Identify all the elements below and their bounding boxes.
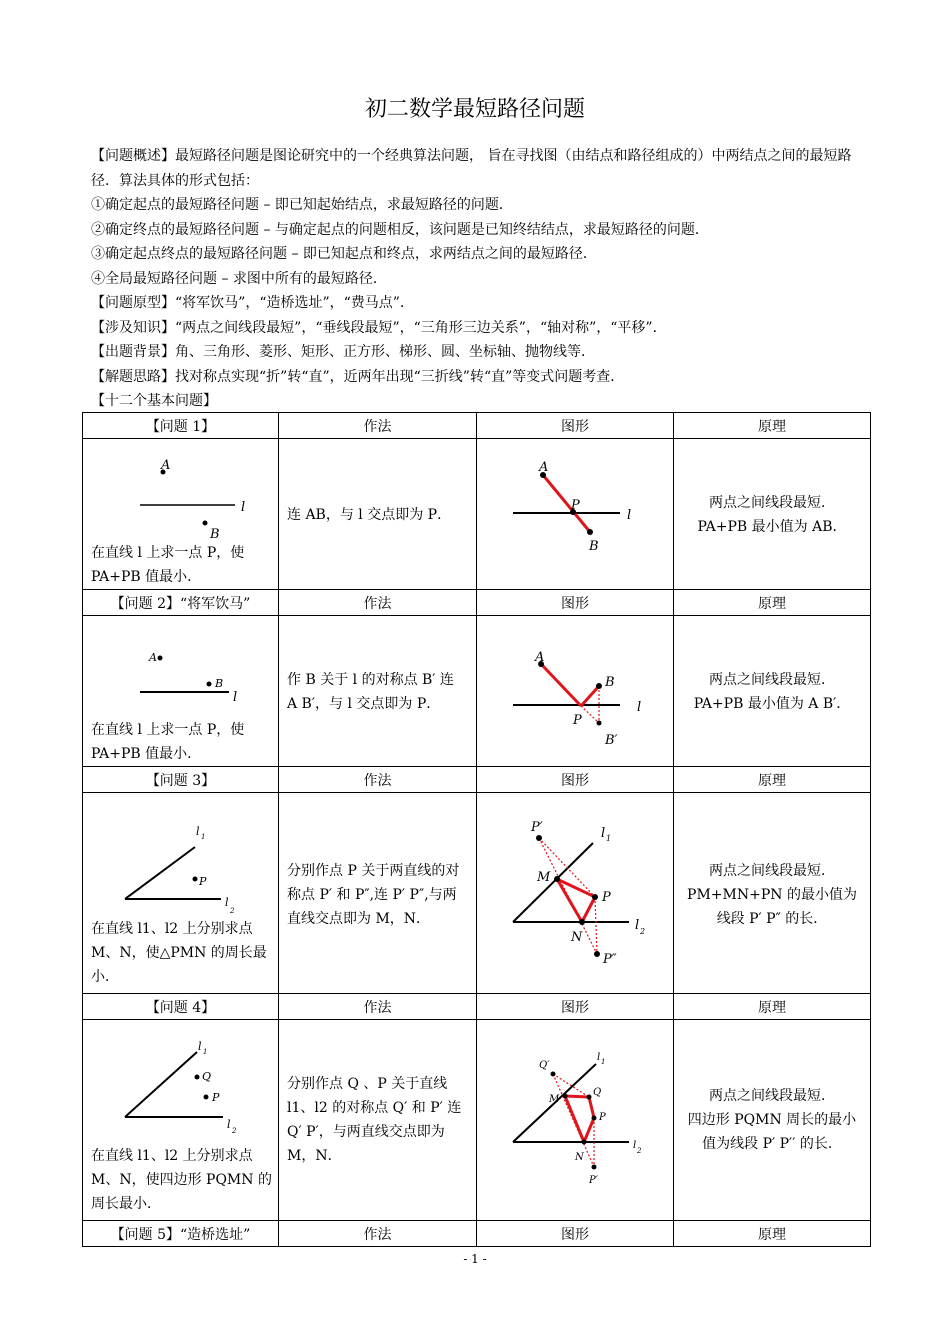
problem-2-principle: 两点之间线段最短． PA+PB 最小值为 A B′． [693,672,851,712]
label-p: P [599,1112,606,1123]
principle-header: 原理 [674,1221,871,1247]
problem-3-given [83,793,278,993]
problem-1-method: 连 AB，与 l 交点即为 P． [287,507,452,523]
label-l: l [637,700,642,715]
label-p-double-prime: P″ [603,952,617,967]
intro-item-1: ①确定起点的最短路径问题 – 即已知起始结点，求最短路径的问题． [91,197,513,213]
label-l2: l [635,918,640,933]
method-header: 作法 [279,590,477,616]
svg-text:2: 2 [637,1147,642,1155]
problem-2-solution-figure [477,616,674,766]
label-l1: l [198,1040,202,1053]
label-b: B [210,527,220,542]
label-l2: l [633,1140,637,1151]
label-p: P [602,890,611,905]
label-l1: l [597,1052,601,1063]
table-row [83,413,871,439]
label-l2: l [227,1118,231,1131]
page-number: - 1 - [463,1252,487,1266]
table-row [83,616,871,767]
problem-5-label: 【问题 5】“造桥选址” [83,1221,279,1247]
intro-twelve-problems: 【十二个基本问题】 [91,393,217,409]
svg-text:1: 1 [601,1058,606,1066]
problems-table [82,412,871,1247]
figure-header: 图形 [477,590,674,616]
figure-header: 图形 [477,994,674,1020]
table-row [83,793,871,994]
label-p: P [212,1091,220,1104]
problem-3-method: 分别作点 P 关于两直线的对称点 P′ 和 P″,连 P′ P″,与两直线交点即为 M，N． [287,863,460,927]
principle-header: 原理 [674,994,871,1020]
problem-1-label: 【问题 1】 [83,413,279,439]
problem-4-given [83,1020,278,1220]
problem-4-method: 分别作点 Q 、P 关于直线 l1、l2 的对称点 Q′ 和 P′ 连 Q′ P′，与两直线交点即为 M，N． [287,1076,462,1164]
problem-2-figure [477,616,673,766]
intro-background: 【出题背景】角、三角形、菱形、矩形、正方形、梯形、圆、坐标轴、抛物线等． [91,344,595,360]
problem-1-figure [477,439,673,589]
svg-text:1: 1 [201,833,206,841]
label-p-prime: P′ [589,1175,598,1186]
principle-header: 原理 [674,413,871,439]
page-title: 初二数学最短路径问题 [364,97,585,122]
label-q: Q [202,1070,212,1083]
problem-4-principle: 两点之间线段最短． 四边形 PQMN 周长的最小 值为线段 P′ P′′ 的长． [687,1088,857,1152]
problem-3-principle: 两点之间线段最短． PM+MN+PN 的最小值为 线段 P′ P″ 的长． [687,863,857,927]
svg-text:2: 2 [640,927,646,936]
label-a: A [149,651,157,664]
intro-section [91,144,867,414]
method-header: 作法 [279,767,477,793]
svg-text:1: 1 [203,1048,208,1056]
problem-3-solution-figure [477,793,674,993]
label-l1: l [196,825,200,838]
label-n: N [571,930,583,945]
problem-1-desc: 在直线 l 上求一点 P，使 PA+PB 值最小． [91,545,245,585]
svg-text:2: 2 [232,1127,237,1135]
intro-overview: 【问题概述】最短路径问题是图论研究中的一个经典算法问题， 旨在寻找图（由结点和路径组成的）中两结点之间的最短路径．算法具体的形式包括： [91,148,852,189]
label-m: M [549,1094,560,1105]
problem-3-figure [477,793,673,993]
label-l2: l [225,896,229,909]
label-a: A [539,460,549,475]
svg-text:1: 1 [606,834,612,843]
label-a: A [535,650,545,665]
problem-4-solution-figure [477,1020,674,1220]
problem-2-desc: 在直线 l 上求一点 P，使 PA+PB 值最小． [91,722,245,762]
label-q-prime: Q′ [539,1060,550,1071]
problem-4-desc: 在直线 l1、l2 上分别求点 M、N，使四边形 PQMN 的周长最小． [91,1148,272,1212]
principle-header: 原理 [674,590,871,616]
label-p: P [199,875,207,888]
svg-text:2: 2 [230,907,235,915]
label-p: P [571,498,580,513]
problem-1-given [83,439,278,589]
label-q: Q [593,1087,602,1098]
problem-4-label: 【问题 4】 [83,994,279,1020]
label-n: N [575,1152,584,1163]
intro-item-2: ②确定终点的最短路径问题 – 与确定起点的问题相反，该问题是已知终结结点，求最短路径的问题． [91,221,709,238]
label-l: l [627,508,632,523]
label-a: A [161,458,171,473]
problem-2-given [83,616,278,766]
problem-2-method: 作 B 关于 l 的对称点 B′ 连 A B′，与 l 交点即为 P． [287,672,454,712]
table-row [83,590,871,616]
problem-1-solution-figure [477,439,674,589]
method-header: 作法 [279,994,477,1020]
problem-4-figure [477,1020,673,1220]
intro-knowledge: 【涉及知识】“两点之间线段最短”，“垂线段最短”，“三角形三边关系”，“轴对称”，“平移”． [91,319,667,336]
method-header: 作法 [279,413,477,439]
label-b: B [589,539,599,554]
table-row [83,1020,871,1221]
figure-header: 图形 [477,1221,674,1247]
problem-3-label: 【问题 3】 [83,767,279,793]
method-header: 作法 [279,1221,477,1247]
label-b-prime: B′ [605,733,618,748]
label-l: l [241,500,246,515]
intro-item-3: ③确定起点终点的最短路径问题 – 即已知起点和终点，求两结点之间的最短路径． [91,246,597,262]
principle-header: 原理 [674,767,871,793]
problem-1-principle: 两点之间线段最短． PA+PB 最小值为 AB． [697,495,847,535]
label-b: B [215,677,224,690]
label-p: P [573,713,582,728]
label-m: M [537,870,551,885]
label-p-prime: P′ [531,820,543,835]
table-row [83,994,871,1020]
label-b: B [605,675,615,690]
intro-item-4: ④全局最短路径问题 – 求图中所有的最短路径． [91,270,387,287]
label-l: l [233,690,238,705]
problem-2-label: 【问题 2】“将军饮马” [83,590,279,616]
table-row [83,767,871,793]
label-l1: l [601,826,606,841]
table-row [83,439,871,590]
intro-approach: 【解题思路】找对称点实现“折”转“直”，近两年出现“三折线”转“直”等变式问题考查． [91,368,625,385]
problem-3-desc: 在直线 l1、l2 上分别求点 M、N，使△PMN 的周长最小． [91,921,267,985]
figure-header: 图形 [477,767,674,793]
intro-prototype: 【问题原型】“将军饮马”，“造桥选址”，“费马点”． [91,295,414,311]
figure-header: 图形 [477,413,674,439]
table-row [83,1221,871,1247]
